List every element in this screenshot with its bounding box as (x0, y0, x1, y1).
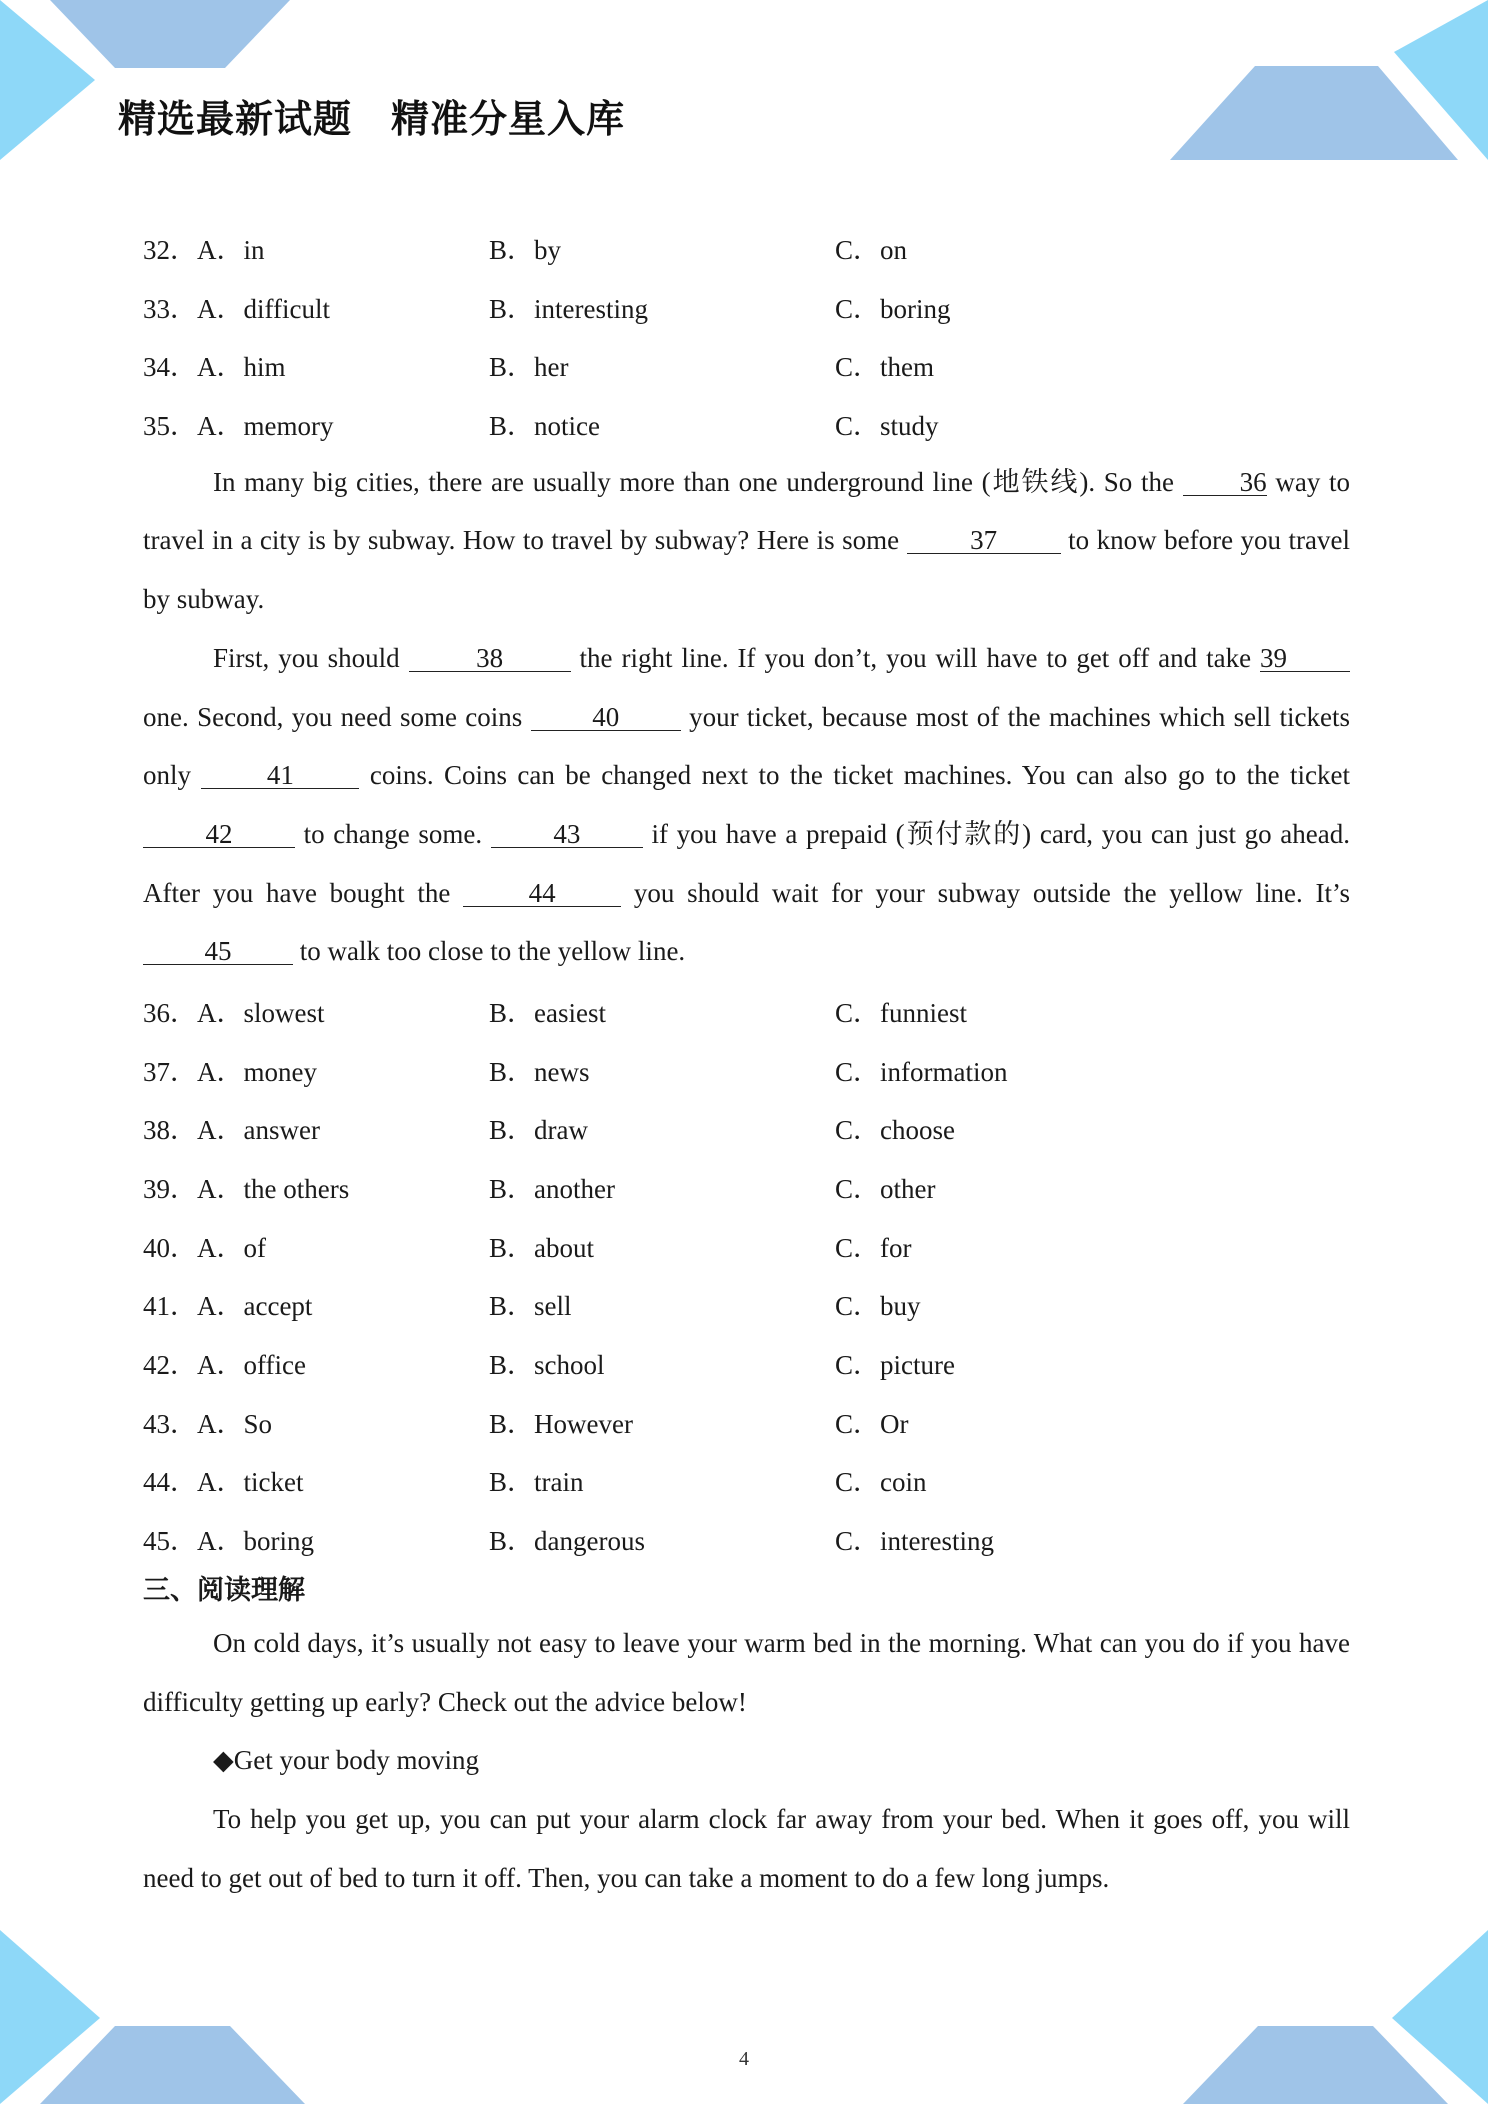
option-c: C．information (835, 1056, 1008, 1087)
option-a: 39．A．the others (143, 1173, 350, 1204)
reading-paragraph-2: To help you get up, you can put your alarm clock far away from your bed. When it goes off, you will need to get out of bed to turn it off. Then, you can take a moment to do a few long jumps. (143, 1804, 1350, 1893)
option-a: 35．A．memory (143, 410, 334, 441)
option-c: C．coin (835, 1467, 927, 1498)
option-row-37 (143, 1040, 1350, 1099)
option-b: B．her (489, 352, 569, 383)
passage-paragraph-1: In many big cities, there are usually more than one underground line (地铁线). So the 36 way to travel in a city is by subway. How to travel by subway? Here is some 37 to know before you travel by subway. (143, 466, 1350, 615)
bottom-right-decoration (1178, 1930, 1488, 2104)
option-b: B．dangerous (489, 1526, 645, 1557)
option-a: 42．A．office (143, 1350, 306, 1381)
page-number: 4 (739, 2048, 749, 2070)
options-list-36-45 (143, 981, 1350, 1568)
option-b: B．sell (489, 1291, 572, 1322)
blank-41: 41 (201, 762, 359, 789)
option-a: 38．A．answer (143, 1115, 320, 1146)
blank-39: 39 (1260, 645, 1350, 672)
blank-37: 37 (907, 527, 1061, 554)
option-row-43 (143, 1392, 1350, 1451)
option-row-45 (143, 1509, 1350, 1568)
option-b: B．easiest (489, 997, 606, 1028)
option-row-41 (143, 1275, 1350, 1334)
option-a: 34．A．him (143, 352, 286, 383)
option-c: C．funniest (835, 997, 967, 1028)
option-a: 36．A．slowest (143, 997, 325, 1028)
option-row-35 (143, 394, 1350, 453)
option-a: 32．A．in (143, 234, 265, 265)
option-c: C．boring (835, 293, 951, 324)
option-c: C．for (835, 1232, 912, 1263)
option-a: 40．A．of (143, 1232, 266, 1263)
option-b: B．another (489, 1173, 615, 1204)
option-c: C．picture (835, 1350, 955, 1381)
option-c: C．them (835, 352, 934, 383)
blank-38: 38 (409, 645, 571, 672)
option-row-42 (143, 1333, 1350, 1392)
blank-43: 43 (491, 821, 643, 848)
option-c: C．interesting (835, 1526, 994, 1557)
bottom-left-decoration (0, 1930, 310, 2104)
option-a: 37．A．money (143, 1056, 317, 1087)
reading-bullet-heading: ◆Get your body moving (213, 1745, 479, 1776)
option-row-36 (143, 981, 1350, 1040)
option-a: 44．A．ticket (143, 1467, 304, 1498)
option-b: B．by (489, 234, 562, 265)
option-a: 45．A．boring (143, 1526, 314, 1557)
blank-40: 40 (531, 704, 681, 731)
top-right-decoration (1170, 0, 1488, 165)
option-b: B．interesting (489, 293, 648, 324)
option-a: 41．A．accept (143, 1291, 313, 1322)
blank-36: 36 (1183, 469, 1267, 496)
blank-42: 42 (143, 821, 295, 848)
option-b: B．However (489, 1408, 633, 1439)
options-list-32-35 (143, 218, 1350, 453)
passage-paragraph-2: First, you should 38 the right line. If you don’t, you will have to get off and take 39 one. Second, you need some coins 40 your ticket, because most of the machines which sell tickets only 41 coins. Coins can be changed next to the ticket machines. You can also go to the ticket 42 to change some. 43 if you have a prepaid (预付款的) card, you can just go ahead. After you have bought the 44 you should wait for your subway outside the yellow line. It’s 45 to walk too close to the yellow line. (143, 642, 1351, 967)
reading-paragraph-1: On cold days, it’s usually not easy to leave your warm bed in the morning. What can you do if you have difficulty getting up early? Check out the advice below! (143, 1627, 1350, 1717)
option-row-32 (143, 218, 1350, 277)
option-c: C．Or (835, 1408, 909, 1439)
option-b: B．school (489, 1350, 605, 1381)
option-b: B．about (489, 1232, 594, 1263)
option-row-34 (143, 335, 1350, 394)
option-row-44 (143, 1451, 1350, 1510)
section-heading-reading: 三、阅读理解 (143, 1574, 305, 1606)
option-row-38 (143, 1098, 1350, 1157)
option-row-39 (143, 1157, 1350, 1216)
option-a: 43．A．So (143, 1408, 273, 1439)
option-c: C．study (835, 410, 939, 441)
option-c: C．other (835, 1173, 936, 1204)
option-b: B．notice (489, 410, 600, 441)
blank-45: 45 (143, 938, 293, 965)
option-c: C．choose (835, 1115, 955, 1146)
option-b: B．news (489, 1056, 590, 1087)
option-a: 33．A．difficult (143, 293, 330, 324)
option-b: B．draw (489, 1115, 588, 1146)
option-b: B．train (489, 1467, 584, 1498)
option-row-40 (143, 1216, 1350, 1275)
option-c: C．buy (835, 1291, 921, 1322)
page-header-title: 精选最新试题 精准分星入库 (118, 97, 626, 141)
option-row-33 (143, 277, 1350, 336)
option-c: C．on (835, 234, 908, 265)
document-content (143, 218, 1350, 1907)
blank-44: 44 (463, 880, 621, 907)
